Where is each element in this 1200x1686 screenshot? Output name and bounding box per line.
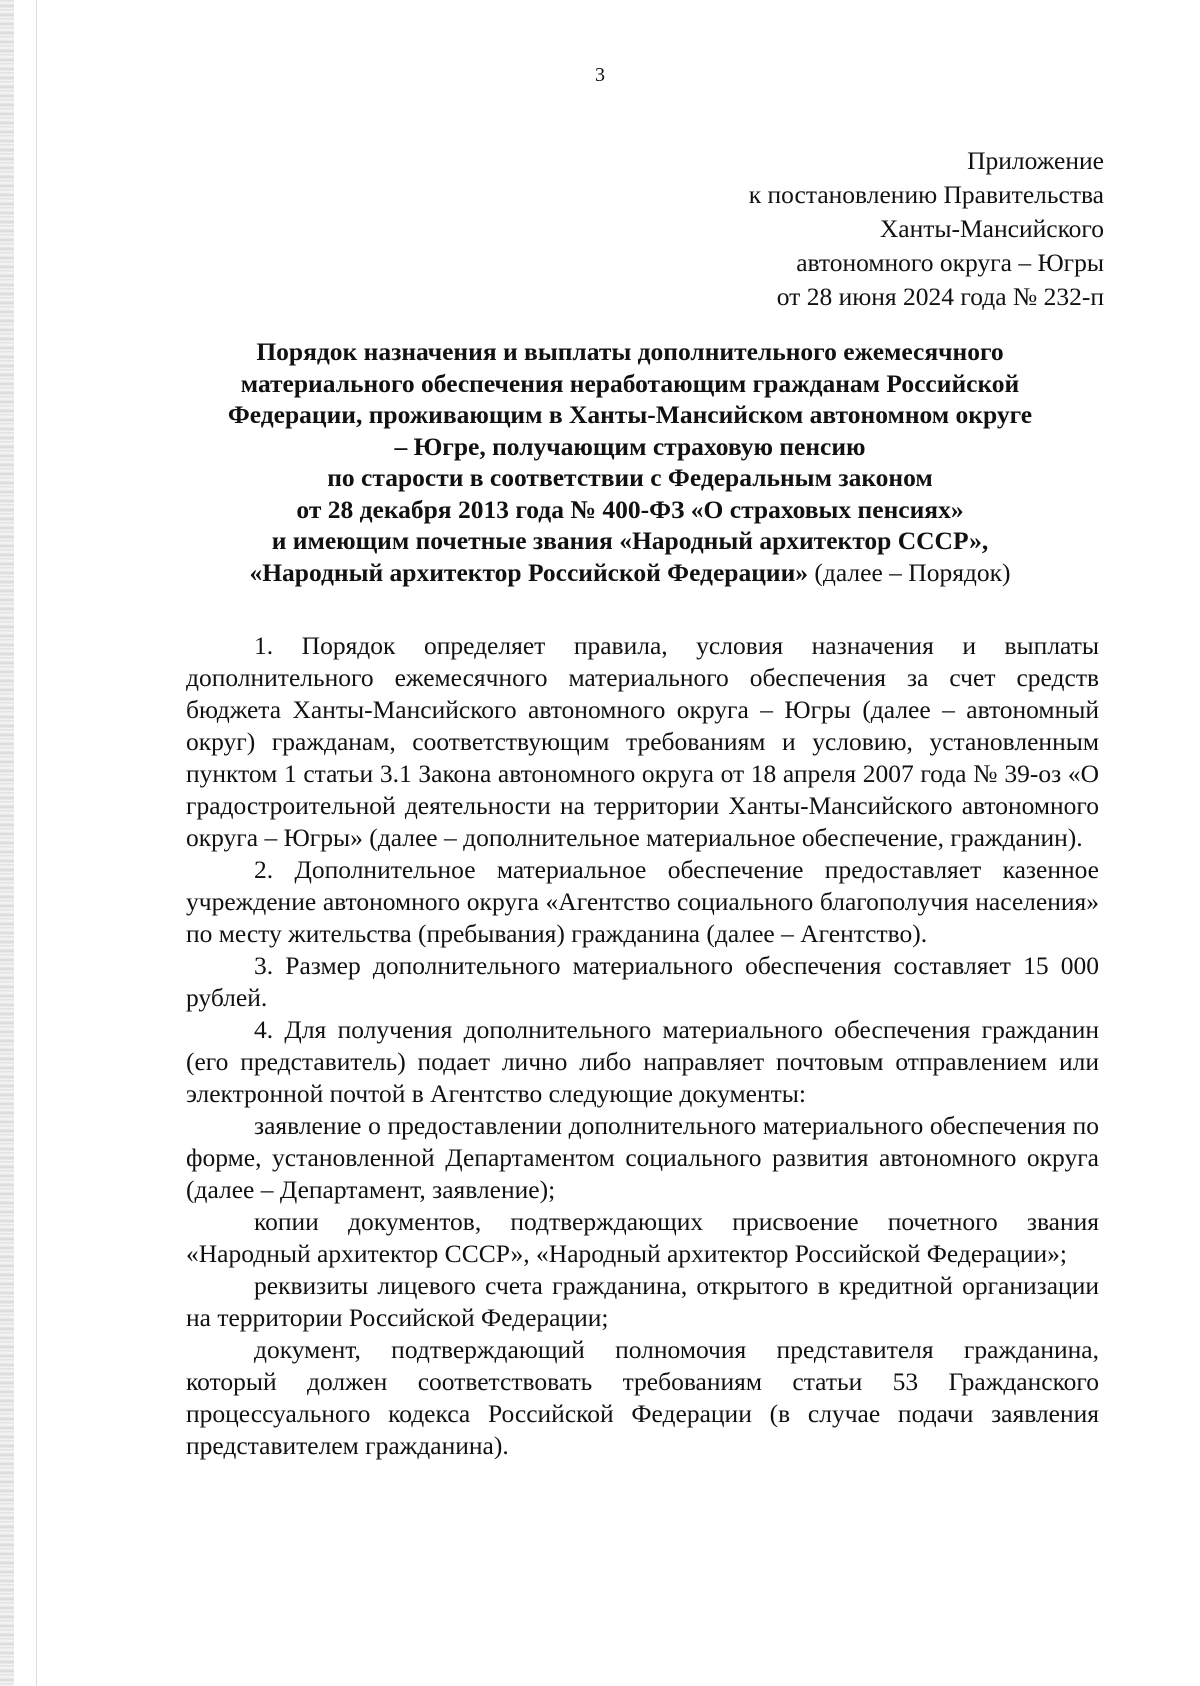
appendix-line: автономного округа – Югры bbox=[796, 248, 1104, 277]
page-number: 3 bbox=[595, 64, 605, 86]
title-line: – Югре, получающим страховую пенсию bbox=[394, 431, 866, 461]
paragraph-4: 4. Для получения дополнительного материального обеспечения гражданин (его представитель) подает лично либо направляет почтовым отправлением или электронной почтой в Агентство следующие документы: bbox=[186, 1015, 1099, 1108]
document-title bbox=[170, 336, 1090, 588]
title-line: и имеющим почетные звания «Народный архитектор СССР», bbox=[271, 526, 989, 555]
list-item-representative-document: документ, подтверждающий полномочия представителя гражданина, который должен соответствовать требованиям статьи 53 Гражданского процессуального кодекса Российской Федерации (в случае подачи заявления представителем гражданина). bbox=[186, 1335, 1099, 1460]
scan-edge-line bbox=[36, 0, 37, 1686]
title-line: по старости в соответствии с Федеральным законом bbox=[327, 463, 933, 492]
title-line: от 28 декабря 2013 года № 400-ФЗ «О страховых пенсиях» bbox=[296, 494, 964, 524]
scan-edge-shadow bbox=[0, 0, 14, 1686]
appendix-line: от 28 июня 2024 года № 232-п bbox=[776, 282, 1104, 311]
list-item-title-copies: копии документов, подтверждающих присвоение почетного звания «Народный архитектор СССР», «Народный архитектор Российской Федерации»; bbox=[186, 1207, 1099, 1268]
appendix-header bbox=[749, 144, 1104, 314]
title-line: Порядок назначения и выплаты дополнительного ежемесячного bbox=[256, 337, 1004, 366]
paragraph-3: 3. Размер дополнительного материального обеспечения составляет 15 000 рублей. bbox=[186, 951, 1099, 1012]
title-line bbox=[170, 557, 1090, 589]
paragraph-2: 2. Дополнительное материальное обеспечение предоставляет казенное учреждение автономного округа «Агентство социального благополучия населения» по месту жительства (пребывания) гражданина (далее – Агентство). bbox=[186, 855, 1099, 948]
document-body bbox=[186, 630, 1099, 1462]
title-line: материального обеспечения неработающим гражданам Российской bbox=[240, 368, 1020, 398]
title-bold-part: «Народный архитектор Российской Федерации» bbox=[249, 557, 809, 587]
title-normal-part: (далее – Порядок) bbox=[808, 557, 1011, 587]
list-item-bank-details: реквизиты лицевого счета гражданина, открытого в кредитной организации на территории Российской Федерации; bbox=[186, 1271, 1099, 1332]
paragraph-1: 1. Порядок определяет правила, условия назначения и выплаты дополнительного ежемесячного материального обеспечения за счет средств бюджета Ханты-Мансийского автономного округа – Югры (далее – автономный округ) гражданам, соответствующим требованиям и условию, установленным пунктом 1 статьи 3.1 Закона автономного округа от 18 апреля 2007 года № 39-оз «О градостроительной деятельности на территории Ханты-Мансийского автономного округа – Югры» (далее – дополнительное материальное обеспечение, гражданин). bbox=[186, 631, 1099, 852]
list-item-application: заявление о предоставлении дополнительного материального обеспечения по форме, установленной Департаментом социального развития автономного округа (далее – Департамент, заявление); bbox=[186, 1111, 1099, 1204]
title-line: Федерации, проживающим в Ханты-Мансийском автономном округе bbox=[227, 400, 1033, 429]
appendix-line: к постановлению Правительства bbox=[748, 180, 1104, 209]
appendix-line: Приложение bbox=[967, 146, 1104, 175]
appendix-line: Ханты-Мансийского bbox=[879, 214, 1104, 243]
